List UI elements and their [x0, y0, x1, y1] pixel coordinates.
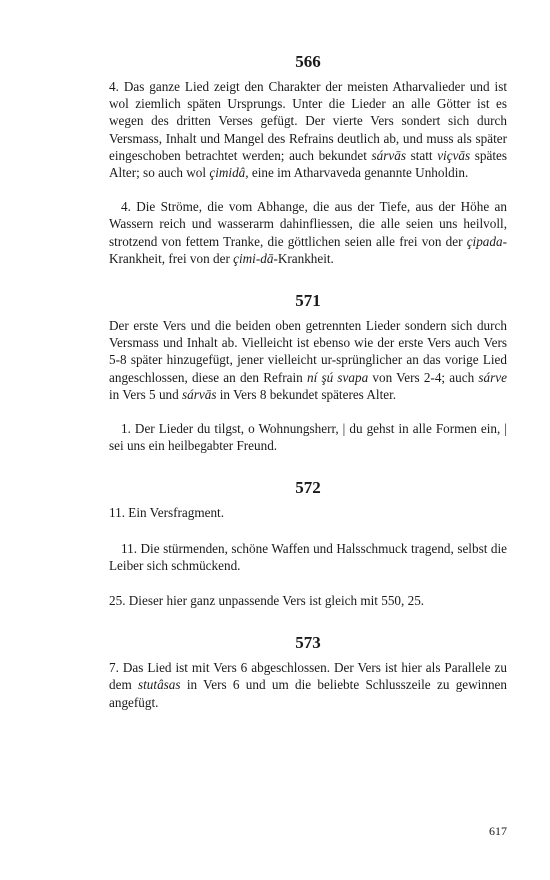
text-run: spätes Alter; so auch wol [109, 147, 507, 181]
text-run: 4. Das ganze Lied zeigt den Charakter der meisten Atharvalieder und ist wol ziemlich späten Ursprungs. Unter die Lieder an alle Götter ist es wegen des dritten Verses gefügt. Der vierte Vers sondert sich durch Versmass, Inhalt und Mangel des Refrains deutlich ab, und muss als später eingeschoben betrachtet werden; auch bekundet [109, 79, 507, 163]
text-run: in Vers 6 und um die beliebte Schlusszeile zu gewinnen angefügt. [109, 677, 507, 710]
text-run: Der erste Vers und die beiden oben getrennten Lieder sondern sich durch Versmass und Inhalt ab. Vielleicht ist ebenso wie der erste Vers auch Vers 5-8 später hinzugefügt, jener vielleicht ur-sprünglicher an das vorige Lied angeschlossen, diese an den Refrain [109, 318, 507, 385]
sanskrit-term: stutâsas [138, 677, 181, 693]
section-title: 566 [295, 52, 321, 71]
translation-paragraph [109, 198, 507, 267]
sanskrit-term: çimidâ, [209, 165, 249, 181]
sanskrit-term: ní şú svapa [306, 369, 369, 385]
section-title: 571 [295, 291, 321, 311]
note-paragraph [109, 504, 507, 521]
section-title: 572 [295, 478, 321, 498]
page-number: 617 [489, 824, 507, 838]
sanskrit-term: çimi-dā [233, 250, 274, 266]
section-572 [109, 478, 507, 609]
sanskrit-term: sárvās [182, 386, 217, 402]
note-paragraph [109, 78, 507, 181]
section-573 [109, 633, 507, 711]
translation-paragraph [109, 540, 507, 574]
sanskrit-term: çipada [466, 233, 503, 249]
note-paragraph [109, 592, 507, 609]
text-run: in Vers 8 bekundet späteres Alter. [216, 386, 397, 402]
text-run: 11. Ein Versfragment. [109, 505, 224, 521]
text-run: -Krankheit. [273, 250, 334, 266]
text-run: eine im Atharvaveda genannte Unholdin. [248, 165, 469, 181]
note-paragraph [109, 317, 507, 403]
sanskrit-term: viçvās [437, 147, 471, 163]
text-run: von Vers 2-4; auch [368, 369, 479, 385]
sanskrit-term: sárvās [371, 147, 406, 163]
text-run: -Krankheit, frei von der [109, 233, 507, 266]
section-title: 573 [295, 633, 321, 653]
page-body [109, 52, 507, 711]
sanskrit-term: sárve [478, 369, 507, 385]
text-run: 1. Der Lieder du tilgst, o Wohnungsherr, | du gehst in alle Formen ein, | sei uns ein heilbegabter Freund. [109, 421, 507, 454]
section-566 [109, 52, 507, 267]
text-run: 11. Die stürmenden, schöne Waffen und Halsschmuck tragend, selbst die Leiber sich schmückend. [109, 540, 507, 573]
text-run: 25. Dieser hier ganz unpassende Vers ist gleich mit 550, 25. [109, 593, 425, 609]
text-run: 7. Das Lied ist mit Vers 6 abgeschlossen. Der Vers ist hier als Parallele zu dem [109, 660, 507, 693]
text-run: in Vers 5 und [109, 386, 183, 402]
text-run: 4. Die Ströme, die vom Abhange, die aus der Tiefe, aus der Höhe an Wassern reich und wasserarm dahinfliessen, die alle seien uns heilvoll, strotzend von fettem Tranke, die göttlichen seien alle frei von der [109, 199, 507, 249]
text-run: statt [405, 147, 438, 163]
translation-paragraph [109, 420, 507, 454]
note-paragraph [109, 659, 507, 711]
section-571 [109, 291, 507, 454]
